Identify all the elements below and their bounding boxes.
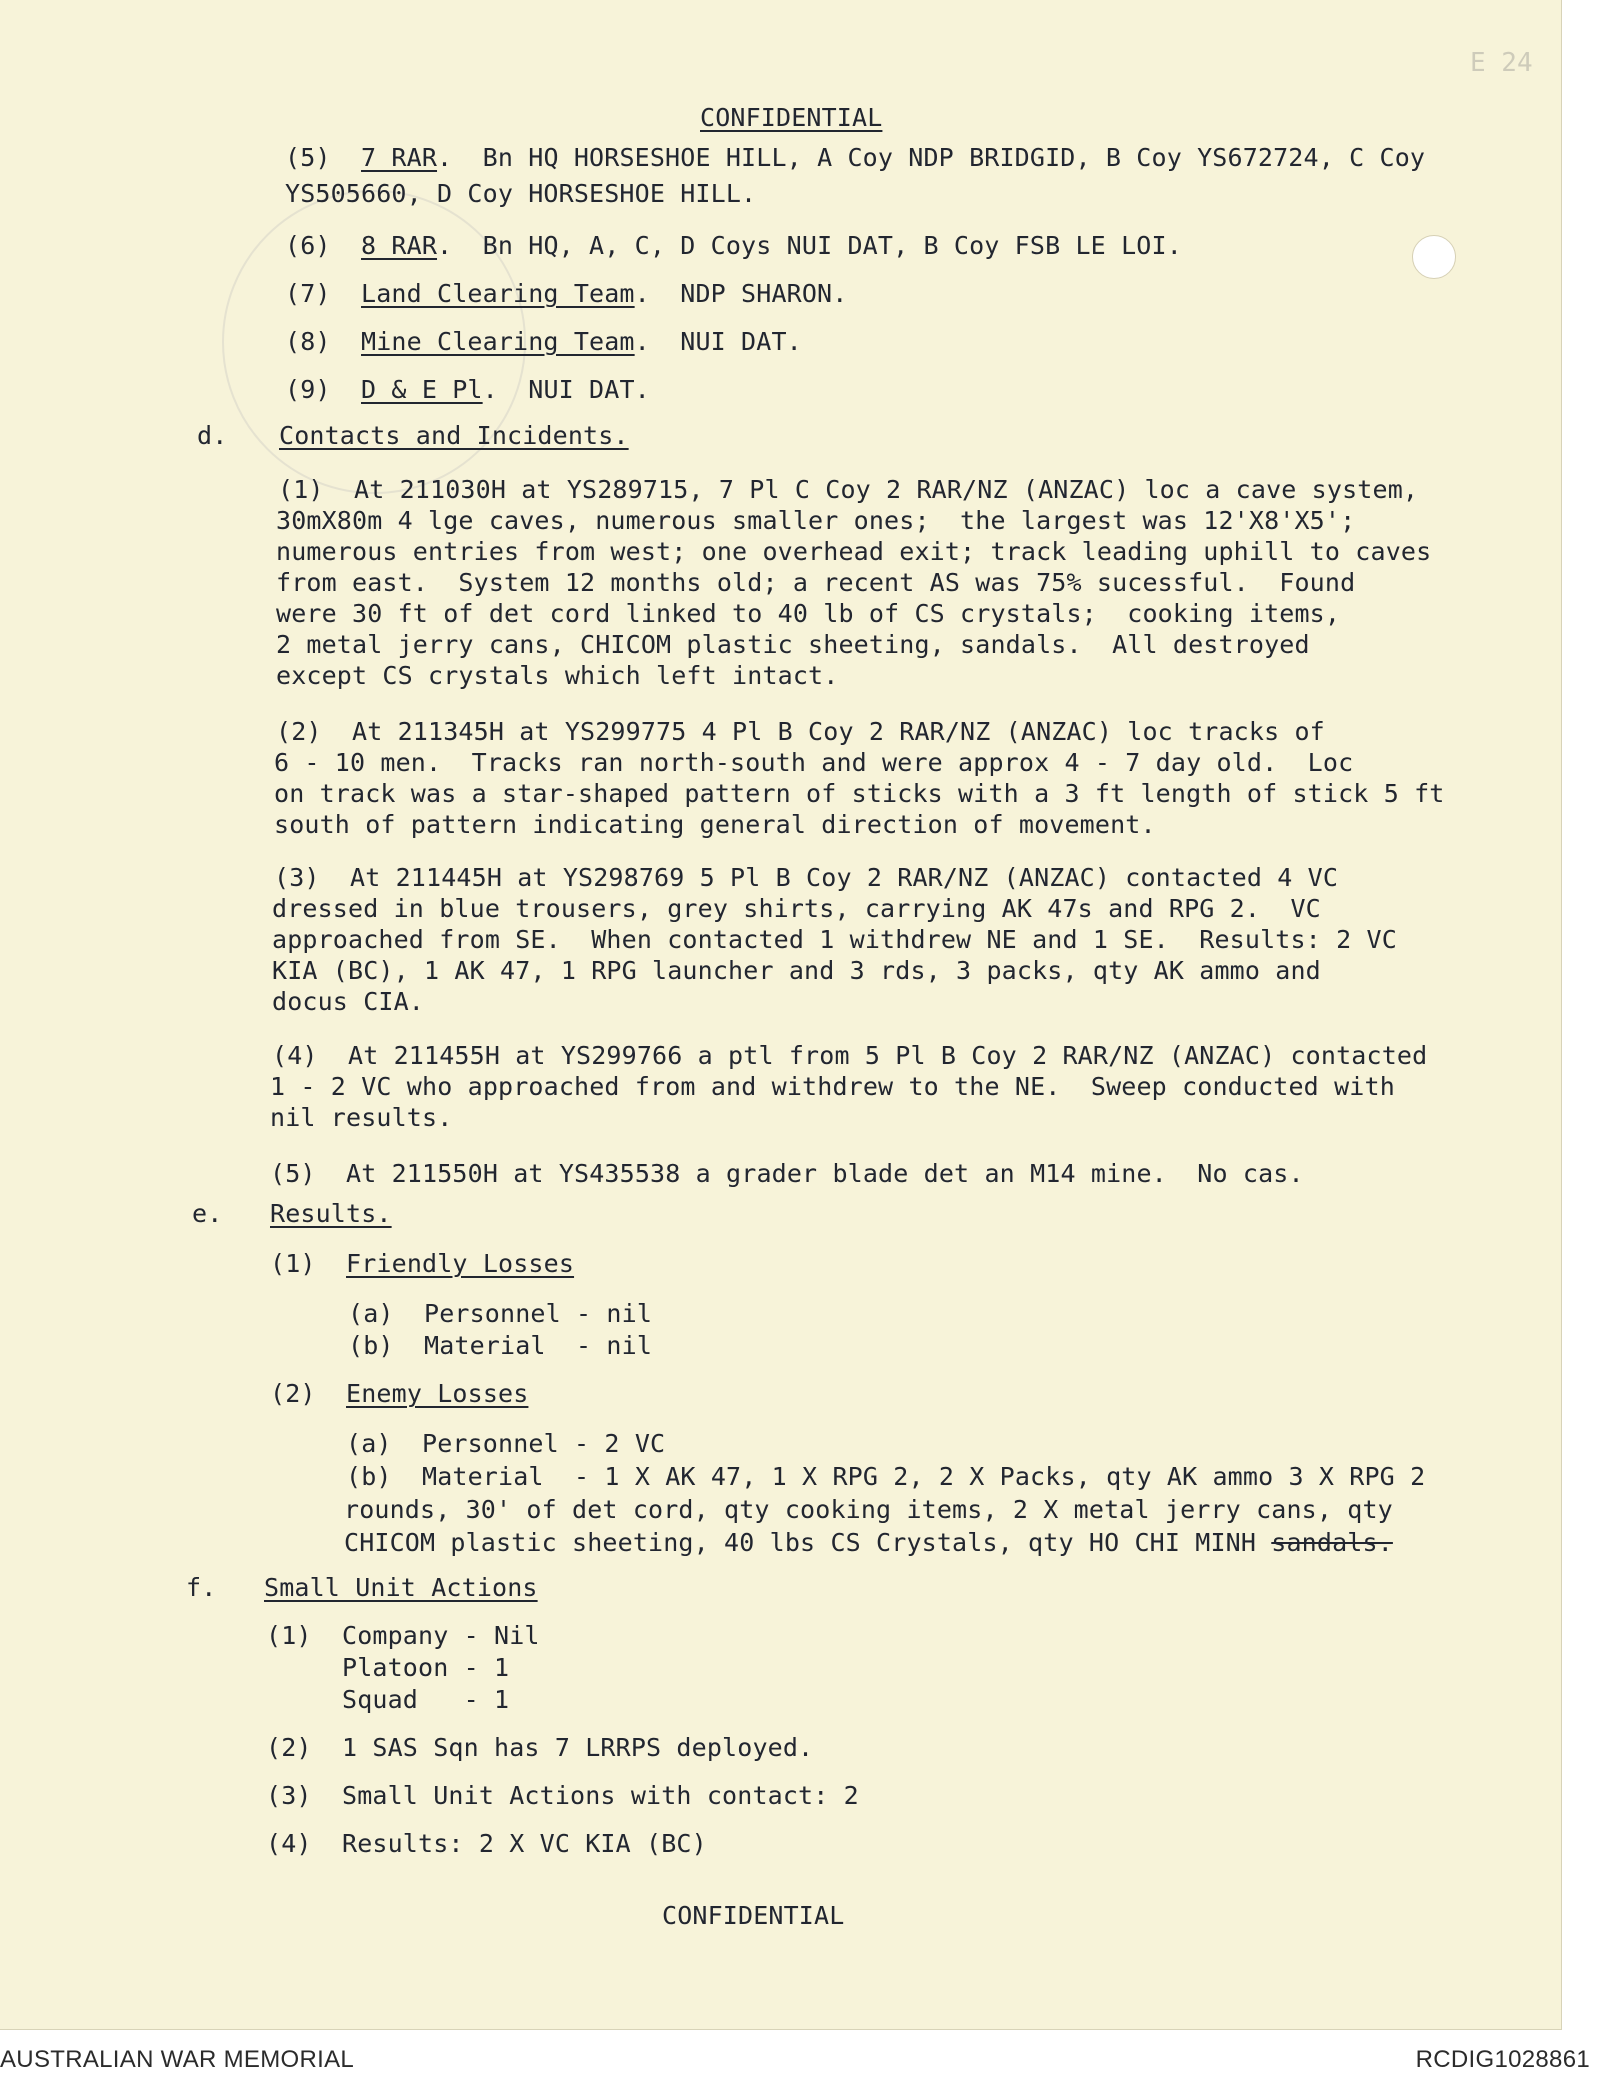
corner-mark: E 24: [1470, 48, 1533, 78]
sua-row: (3) Small Unit Actions with contact: 2: [266, 1781, 859, 1810]
contact-line: (2) At 211345H at YS299775 4 Pl B Coy 2 RAR/NZ (ANZAC) loc tracks of: [276, 717, 1325, 746]
contact-line: on track was a star-shaped pattern of sticks with a 3 ft length of stick 5 ft: [274, 779, 1445, 808]
sua-row: (2) 1 SAS Sqn has 7 LRRPS deployed.: [266, 1733, 814, 1762]
sua-row: (4) Results: 2 X VC KIA (BC): [266, 1829, 707, 1858]
section-d-letter: d.: [197, 421, 228, 450]
contact-line: nil results.: [270, 1103, 453, 1132]
loc-line: (8) Mine Clearing Team. NUI DAT.: [285, 327, 802, 356]
section-e-letter: e.: [192, 1199, 223, 1228]
contact-line: 6 - 10 men. Tracks ran north-south and were approx 4 - 7 day old. Loc: [274, 748, 1354, 777]
loc-line: (6) 8 RAR. Bn HQ, A, C, D Coys NUI DAT, B Coy FSB LE LOI.: [285, 231, 1182, 260]
loc-line: (5) 7 RAR. Bn HQ HORSESHOE HILL, A Coy NDP BRIDGID, B Coy YS672724, C Coy: [285, 143, 1426, 172]
section-e-title: Results.: [270, 1199, 392, 1228]
contact-line: (3) At 211445H at YS298769 5 Pl B Coy 2 RAR/NZ (ANZAC) contacted 4 VC: [274, 863, 1339, 892]
friendly-losses-heading: (1) Friendly Losses: [270, 1249, 575, 1278]
loc-line: (7) Land Clearing Team. NDP SHARON.: [285, 279, 848, 308]
contact-line: dressed in blue trousers, grey shirts, carrying AK 47s and RPG 2. VC: [272, 894, 1321, 923]
section-f-title: Small Unit Actions: [264, 1573, 538, 1602]
contact-line: KIA (BC), 1 AK 47, 1 RPG launcher and 3 rds, 3 packs, qty AK ammo and: [272, 956, 1321, 985]
friendly-loss-item: (b) Material - nil: [348, 1331, 653, 1360]
enemy-loss-item: CHICOM plastic sheeting, 40 lbs CS Crystals, qty HO CHI MINH sandals.: [344, 1528, 1393, 1557]
contact-line: south of pattern indicating general direction of movement.: [274, 810, 1156, 839]
contact-line: from east. System 12 months old; a recent AS was 75% sucessful. Found: [276, 568, 1356, 597]
enemy-loss-item: (a) Personnel - 2 VC: [346, 1429, 666, 1458]
section-f-letter: f.: [186, 1573, 217, 1602]
loc-line: (9) D & E Pl. NUI DAT.: [285, 375, 650, 404]
contact-line: (1) At 211030H at YS289715, 7 Pl C Coy 2 RAR/NZ (ANZAC) loc a cave system,: [278, 475, 1419, 504]
page-footer-classification: CONFIDENTIAL: [662, 1901, 845, 1930]
contact-line: approached from SE. When contacted 1 withdrew NE and 1 SE. Results: 2 VC: [272, 925, 1397, 954]
contact-line: 30mX80m 4 lge caves, numerous smaller ones; the largest was 12'X8'X5';: [276, 506, 1356, 535]
contact-line: numerous entries from west; one overhead exit; track leading uphill to caves: [276, 537, 1432, 566]
contact-line: (5) At 211550H at YS435538 a grader blade det an M14 mine. No cas.: [270, 1159, 1304, 1188]
sua-row: Squad - 1: [266, 1685, 510, 1714]
sua-row: (1) Company - Nil: [266, 1621, 540, 1650]
archive-id: RCDIG1028861: [1415, 2046, 1590, 2073]
contact-line: 2 metal jerry cans, CHICOM plastic sheeting, sandals. All destroyed: [276, 630, 1310, 659]
page-header: CONFIDENTIAL: [700, 103, 883, 132]
enemy-loss-item: (b) Material - 1 X AK 47, 1 X RPG 2, 2 X Packs, qty AK ammo 3 X RPG 2: [346, 1462, 1426, 1491]
friendly-loss-item: (a) Personnel - nil: [348, 1299, 653, 1328]
struck-word: sandals.: [1271, 1528, 1393, 1557]
section-d-title: Contacts and Incidents.: [279, 421, 629, 450]
enemy-losses-heading: (2) Enemy Losses: [270, 1379, 529, 1408]
contact-line: (4) At 211455H at YS299766 a ptl from 5 Pl B Coy 2 RAR/NZ (ANZAC) contacted: [272, 1041, 1428, 1070]
contact-line: except CS crystals which left intact.: [276, 661, 839, 690]
enemy-loss-item: rounds, 30' of det cord, qty cooking items, 2 X metal jerry cans, qty: [344, 1495, 1393, 1524]
contact-line: docus CIA.: [272, 987, 425, 1016]
archive-credit: AUSTRALIAN WAR MEMORIAL: [0, 2046, 355, 2073]
contact-line: were 30 ft of det cord linked to 40 lb of CS crystals; cooking items,: [276, 599, 1341, 628]
loc-line: YS505660, D Coy HORSESHOE HILL.: [285, 179, 757, 208]
sua-row: Platoon - 1: [266, 1653, 510, 1682]
contact-line: 1 - 2 VC who approached from and withdrew to the NE. Sweep conducted with: [270, 1072, 1395, 1101]
